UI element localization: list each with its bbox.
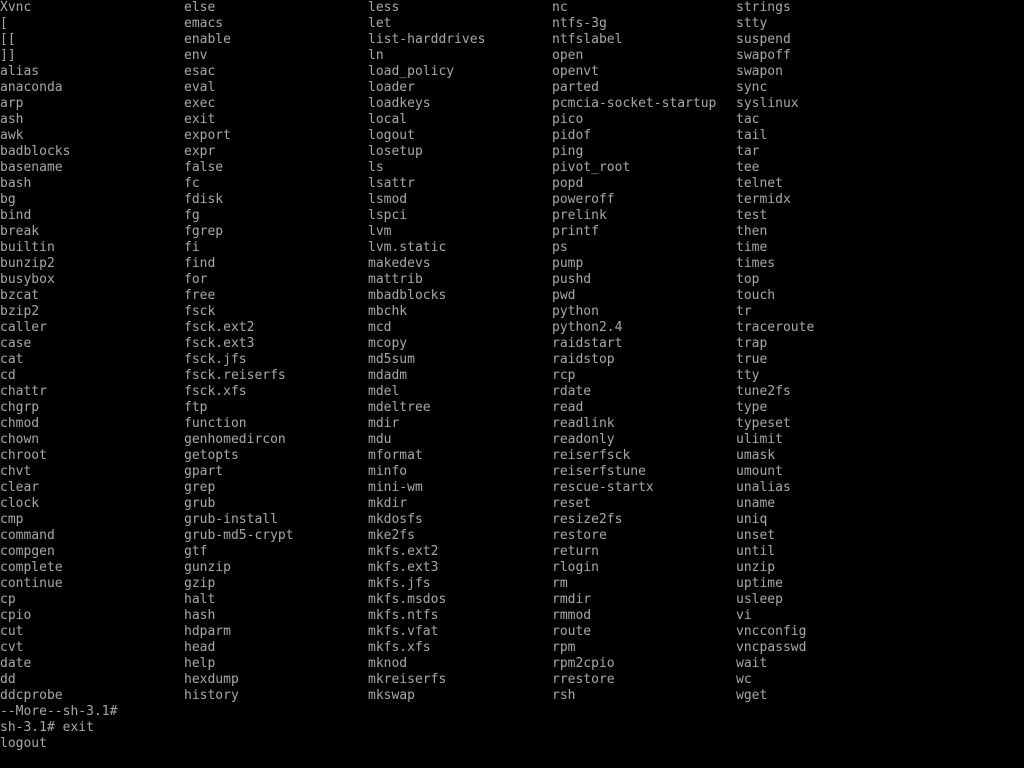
command-name: raidstart — [552, 336, 623, 351]
command-name: break — [0, 224, 40, 239]
command-name: mbadblocks — [368, 288, 447, 303]
command-name: cmp — [0, 512, 24, 527]
command-name: tail — [736, 128, 768, 143]
completion-column-2 — [184, 0, 294, 704]
command-name: for — [184, 272, 208, 287]
command-name: route — [552, 624, 592, 639]
command-name: test — [736, 208, 768, 223]
command-name: reiserfstune — [552, 464, 646, 479]
command-name: fsck — [184, 304, 216, 319]
command-name: suspend — [736, 32, 791, 47]
command-name: rmdir — [552, 592, 592, 607]
command-name: chroot — [0, 448, 47, 463]
command-name: sync — [736, 80, 768, 95]
command-name: ]] — [0, 48, 16, 63]
command-name: touch — [736, 288, 776, 303]
command-name: hash — [184, 608, 216, 623]
command-name: printf — [552, 224, 599, 239]
command-name: vi — [736, 608, 752, 623]
command-name: mkfs.msdos — [368, 592, 447, 607]
command-name: cpio — [0, 608, 32, 623]
command-name: rlogin — [552, 560, 599, 575]
command-name: unzip — [736, 560, 776, 575]
command-name: tty — [736, 368, 760, 383]
command-name: wait — [736, 656, 768, 671]
command-name: popd — [552, 176, 584, 191]
command-name: export — [184, 128, 231, 143]
command-name: command — [0, 528, 55, 543]
command-name: gzip — [184, 576, 216, 591]
command-name: umask — [736, 448, 776, 463]
command-name: cut — [0, 624, 24, 639]
command-name: time — [736, 240, 768, 255]
command-name: mkfs.ext3 — [368, 560, 439, 575]
command-name: cp — [0, 592, 16, 607]
command-name: pico — [552, 112, 584, 127]
command-name: rcp — [552, 368, 576, 383]
command-name: rrestore — [552, 672, 615, 687]
command-name: head — [184, 640, 216, 655]
command-name: typeset — [736, 416, 791, 431]
command-name: pcmcia-socket-startup — [552, 96, 717, 111]
command-name: umount — [736, 464, 783, 479]
command-name: chvt — [0, 464, 32, 479]
command-name: usleep — [736, 592, 783, 607]
command-name: clock — [0, 496, 40, 511]
command-name: return — [552, 544, 599, 559]
command-name: fc — [184, 176, 200, 191]
command-name: busybox — [0, 272, 55, 287]
command-name: fsck.ext3 — [184, 336, 255, 351]
command-name: lvm — [368, 224, 392, 239]
command-name: python — [552, 304, 599, 319]
command-name: rmmod — [552, 608, 592, 623]
command-name: open — [552, 48, 584, 63]
command-name: env — [184, 48, 208, 63]
command-name: openvt — [552, 64, 599, 79]
command-name: grub — [184, 496, 216, 511]
command-name: ls — [368, 160, 384, 175]
command-name: fsck.ext2 — [184, 320, 255, 335]
command-name: telnet — [736, 176, 783, 191]
console-output — [0, 704, 117, 752]
command-name: arp — [0, 96, 24, 111]
command-name: stty — [736, 16, 768, 31]
command-name: pushd — [552, 272, 592, 287]
command-name: cat — [0, 352, 24, 367]
command-name: mkdir — [368, 496, 408, 511]
command-name: pump — [552, 256, 584, 271]
command-name: mdel — [368, 384, 400, 399]
command-name: exec — [184, 96, 216, 111]
command-name: history — [184, 688, 239, 703]
command-name: read — [552, 400, 584, 415]
command-name: cvt — [0, 640, 24, 655]
command-name: fdisk — [184, 192, 224, 207]
command-name: vncpasswd — [736, 640, 807, 655]
command-name: esac — [184, 64, 216, 79]
command-name: function — [184, 416, 247, 431]
command-name: bzip2 — [0, 304, 40, 319]
command-name: md5sum — [368, 352, 415, 367]
command-name: mkfs.jfs — [368, 576, 431, 591]
command-name: resize2fs — [552, 512, 623, 527]
command-name: eval — [184, 80, 216, 95]
command-name: rescue-startx — [552, 480, 654, 495]
command-name: [ — [0, 16, 8, 31]
command-name: complete — [0, 560, 63, 575]
command-name: gtf — [184, 544, 208, 559]
command-name: fsck.reiserfs — [184, 368, 286, 383]
command-name: rm — [552, 576, 568, 591]
command-name: reset — [552, 496, 592, 511]
command-name: reiserfsck — [552, 448, 631, 463]
command-name: bind — [0, 208, 32, 223]
command-name: local — [368, 112, 408, 127]
exit-command-line: sh-3.1# exit — [0, 720, 94, 735]
command-name: mkfs.xfs — [368, 640, 431, 655]
command-name: emacs — [184, 16, 224, 31]
command-name: chgrp — [0, 400, 40, 415]
command-name: until — [736, 544, 776, 559]
command-name: fsck.jfs — [184, 352, 247, 367]
command-name: lsattr — [368, 176, 415, 191]
command-name: mkreiserfs — [368, 672, 447, 687]
command-name: less — [368, 0, 400, 15]
command-name: mdu — [368, 432, 392, 447]
command-name: readonly — [552, 432, 615, 447]
command-name: pwd — [552, 288, 576, 303]
command-name: swapoff — [736, 48, 791, 63]
command-name: fgrep — [184, 224, 224, 239]
command-name: termidx — [736, 192, 791, 207]
command-name: mcopy — [368, 336, 408, 351]
command-name: readlink — [552, 416, 615, 431]
command-name: bunzip2 — [0, 256, 55, 271]
command-name: raidstop — [552, 352, 615, 367]
command-name: ash — [0, 112, 24, 127]
command-name: mkfs.vfat — [368, 624, 439, 639]
command-name: tar — [736, 144, 760, 159]
completion-column-3 — [368, 0, 485, 704]
command-name: pidof — [552, 128, 592, 143]
command-name: mini-wm — [368, 480, 423, 495]
command-name: syslinux — [736, 96, 799, 111]
command-name: find — [184, 256, 216, 271]
command-name: ulimit — [736, 432, 783, 447]
command-name: uptime — [736, 576, 783, 591]
command-name: alias — [0, 64, 40, 79]
command-name: lspci — [368, 208, 408, 223]
command-name: hexdump — [184, 672, 239, 687]
command-name: lsmod — [368, 192, 408, 207]
command-name: restore — [552, 528, 607, 543]
command-name: enable — [184, 32, 231, 47]
command-name: list-harddrives — [368, 32, 486, 47]
command-name: nc — [552, 0, 568, 15]
completion-column-4 — [552, 0, 716, 704]
command-name: gunzip — [184, 560, 231, 575]
command-name: true — [736, 352, 768, 367]
command-name: swapon — [736, 64, 783, 79]
command-name: unset — [736, 528, 776, 543]
command-name: rsh — [552, 688, 576, 703]
command-name: mdeltree — [368, 400, 431, 415]
command-name: loadkeys — [368, 96, 431, 111]
command-name: chown — [0, 432, 40, 447]
command-name: mknod — [368, 656, 408, 671]
command-name: tee — [736, 160, 760, 175]
completion-column-1 — [0, 0, 70, 704]
command-name: uniq — [736, 512, 768, 527]
command-name: badblocks — [0, 144, 71, 159]
command-name: ps — [552, 240, 568, 255]
command-name: vncconfig — [736, 624, 807, 639]
command-name: clear — [0, 480, 40, 495]
command-name: parted — [552, 80, 599, 95]
command-name: expr — [184, 144, 216, 159]
command-name: mkswap — [368, 688, 415, 703]
command-name: compgen — [0, 544, 55, 559]
command-name: times — [736, 256, 776, 271]
command-name: pivot_root — [552, 160, 631, 175]
command-name: help — [184, 656, 216, 671]
command-name: mkfs.ntfs — [368, 608, 439, 623]
command-name: fsck.xfs — [184, 384, 247, 399]
command-name: basename — [0, 160, 63, 175]
command-name: hdparm — [184, 624, 231, 639]
command-name: halt — [184, 592, 216, 607]
command-name: load_policy — [368, 64, 455, 79]
command-name: dd — [0, 672, 16, 687]
command-name: let — [368, 16, 392, 31]
command-name: fg — [184, 208, 200, 223]
command-name: chmod — [0, 416, 40, 431]
command-name: logout — [368, 128, 415, 143]
command-name: builtin — [0, 240, 55, 255]
command-name: mdir — [368, 416, 400, 431]
command-name: traceroute — [736, 320, 815, 335]
command-name: [[ — [0, 32, 16, 47]
command-name: loader — [368, 80, 415, 95]
command-name: mattrib — [368, 272, 423, 287]
command-name: prelink — [552, 208, 607, 223]
command-name: trap — [736, 336, 768, 351]
command-name: rpm — [552, 640, 576, 655]
command-name: ping — [552, 144, 584, 159]
logout-line: logout — [0, 736, 47, 751]
command-name: free — [184, 288, 216, 303]
command-name: getopts — [184, 448, 239, 463]
command-name: wc — [736, 672, 752, 687]
command-name: genhomedircon — [184, 432, 286, 447]
command-name: exit — [184, 112, 216, 127]
more-prompt-line: --More--sh-3.1# — [0, 704, 118, 719]
command-name: mcd — [368, 320, 392, 335]
command-name: strings — [736, 0, 791, 15]
command-name: cd — [0, 368, 16, 383]
command-name: ftp — [184, 400, 208, 415]
completion-column-5 — [736, 0, 814, 704]
command-name: case — [0, 336, 32, 351]
command-name: unalias — [736, 480, 791, 495]
command-name: wget — [736, 688, 768, 703]
command-name: bg — [0, 192, 16, 207]
command-name: bash — [0, 176, 32, 191]
command-name: grep — [184, 480, 216, 495]
command-name: tune2fs — [736, 384, 791, 399]
command-name: losetup — [368, 144, 423, 159]
command-name: ntfslabel — [552, 32, 623, 47]
command-name: bzcat — [0, 288, 40, 303]
command-name: gpart — [184, 464, 224, 479]
command-name: fi — [184, 240, 200, 255]
command-name: grub-md5-crypt — [184, 528, 294, 543]
command-name: python2.4 — [552, 320, 623, 335]
command-name: mke2fs — [368, 528, 415, 543]
command-name: continue — [0, 576, 63, 591]
command-name: mkdosfs — [368, 512, 423, 527]
command-name: mdadm — [368, 368, 408, 383]
command-name: rpm2cpio — [552, 656, 615, 671]
command-name: awk — [0, 128, 24, 143]
command-name: else — [184, 0, 216, 15]
command-name: chattr — [0, 384, 47, 399]
command-name: lvm.static — [368, 240, 447, 255]
command-name: mformat — [368, 448, 423, 463]
command-name: minfo — [368, 464, 408, 479]
command-name: anaconda — [0, 80, 63, 95]
command-name: ln — [368, 48, 384, 63]
command-name: uname — [736, 496, 776, 511]
command-name: false — [184, 160, 224, 175]
command-name: then — [736, 224, 768, 239]
command-name: caller — [0, 320, 47, 335]
command-name: top — [736, 272, 760, 287]
command-name: tac — [736, 112, 760, 127]
command-name: tr — [736, 304, 752, 319]
command-name: grub-install — [184, 512, 278, 527]
command-name: type — [736, 400, 768, 415]
command-name: makedevs — [368, 256, 431, 271]
command-name: ddcprobe — [0, 688, 63, 703]
command-name: poweroff — [552, 192, 615, 207]
command-name: Xvnc — [0, 0, 32, 15]
command-name: date — [0, 656, 32, 671]
command-name: mkfs.ext2 — [368, 544, 439, 559]
command-name: ntfs-3g — [552, 16, 607, 31]
command-name: rdate — [552, 384, 592, 399]
command-name: mbchk — [368, 304, 408, 319]
